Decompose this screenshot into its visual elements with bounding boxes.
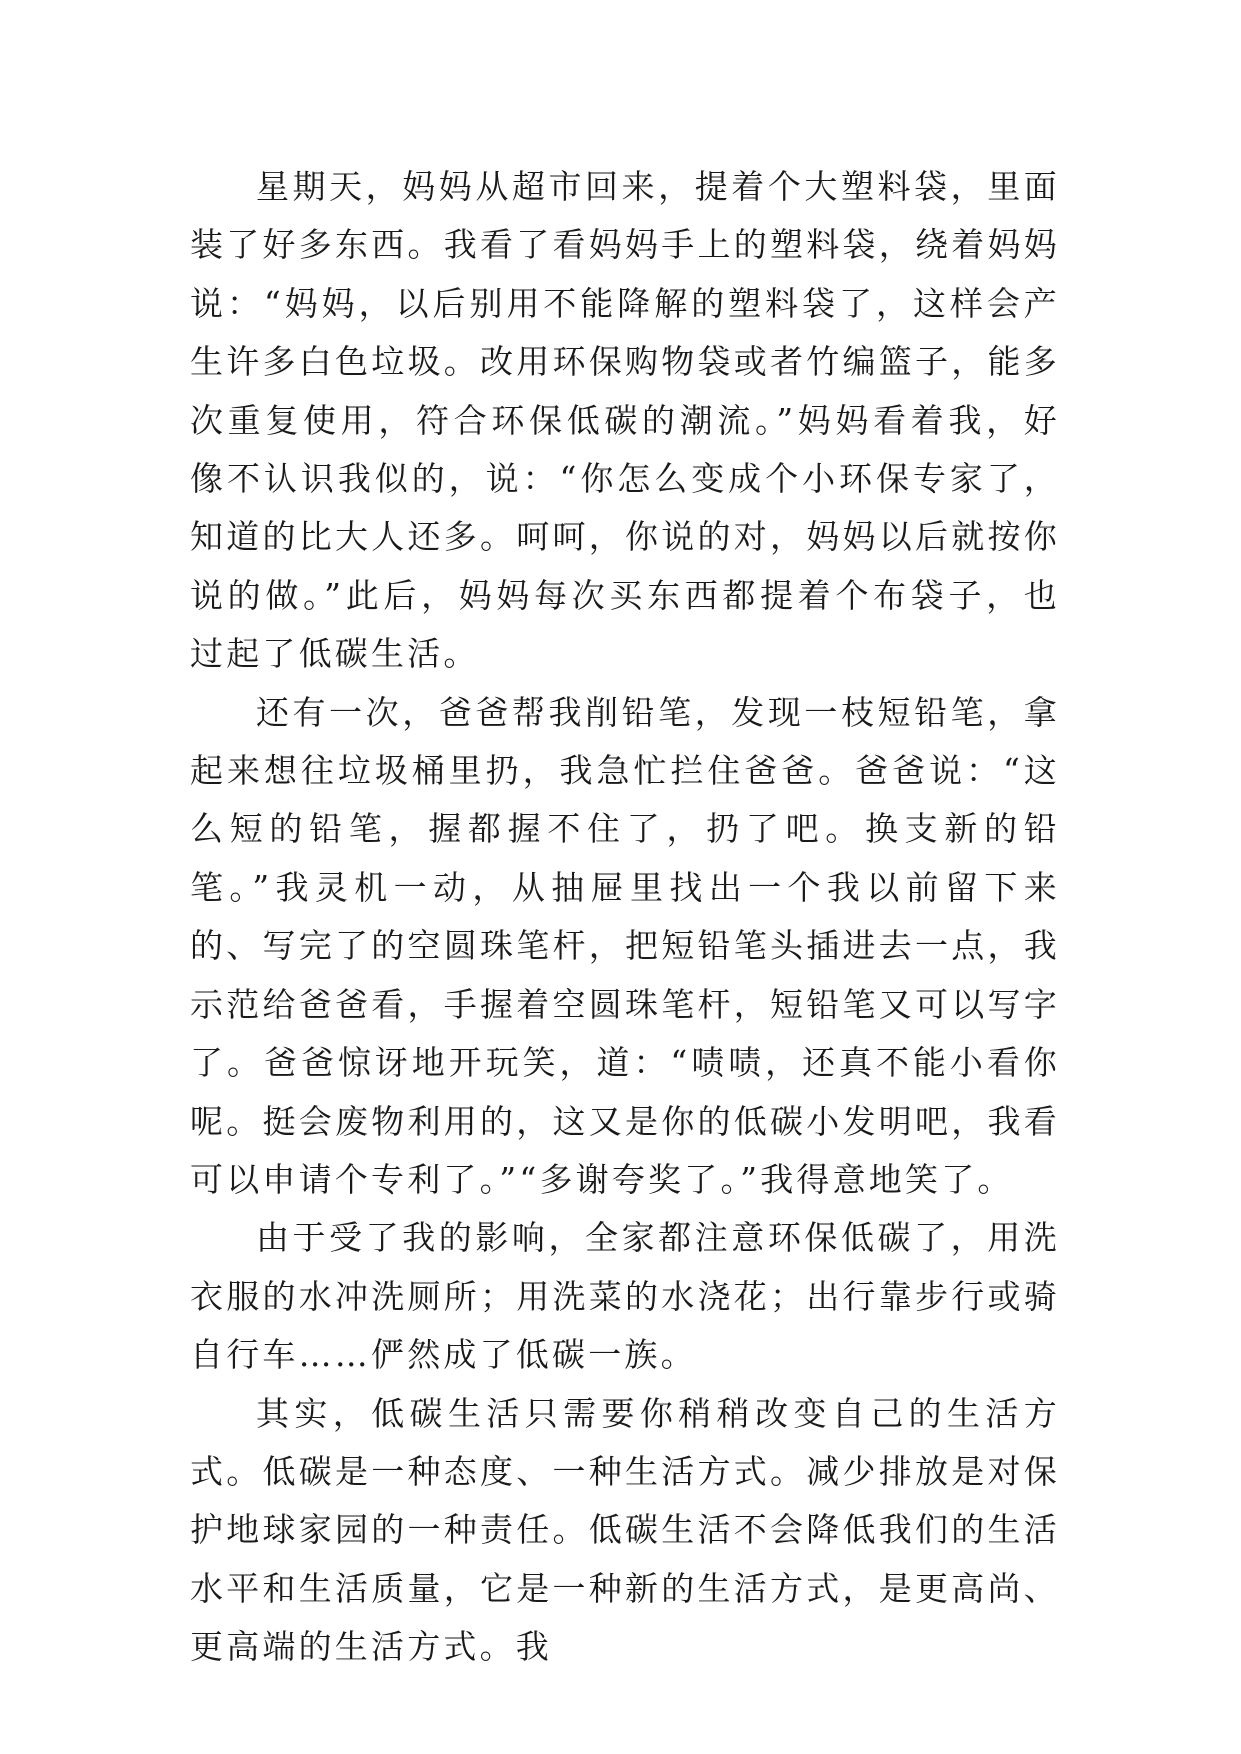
paragraph-short-pencil: 还有一次，爸爸帮我削铅笔，发现一枝短铅笔，拿起来想往垃圾桶里扔，我急忙拦住爸爸。爸爸说：“这么短的铅笔，握都握不住了，扔了吧。换支新的铅笔。”我灵机一动，从抽屉里找出一个我以前留下来的、写完了的空圆珠笔杆，把短铅笔头插进去一点，我示范给爸爸看，手握着空圆珠笔杆，短铅笔又可以写字了。爸爸惊讶地开玩笑，道：“啧啧，还真不能小看你呢。挺会废物利用的，这又是你的低碳小发明吧，我看可以申请个专利了。”“多谢夸奖了。”我得意地笑了。 [190, 692, 1060, 1199]
paragraph-shopping-bag: 星期天，妈妈从超市回来，提着个大塑料袋，里面装了好多东西。我看了看妈妈手上的塑料袋，绕着妈妈说：“妈妈，以后别用不能降解的塑料袋了，这样会产生许多白色垃圾。改用环保购物袋或者竹编篮子，能多次重复使用，符合环保低碳的潮流。”妈妈看着我，好像不认识我似的，说：“你怎么变成个小环保专家了，知道的比大人还多。呵呵，你说的对，妈妈以后就按你说的做。”此后，妈妈每次买东西都提着个布袋子，也过起了低碳生活。 [190, 167, 1060, 674]
body-text [190, 158, 1060, 1677]
paragraph-family-habits: 由于受了我的影响，全家都注意环保低碳了，用洗衣服的水冲洗厕所；用洗菜的水浇花；出行靠步行或骑自行车……俨然成了低碳一族。 [190, 1218, 1060, 1375]
paragraph-low-carbon-lifestyle: 其实，低碳生活只需要你稍稍改变自己的生活方式。低碳是一种态度、一种生活方式。减少排放是对保护地球家园的一种责任。低碳生活不会降低我们的生活水平和生活质量，它是一种新的生活方式，是更高尚、更高端的生活方式。我 [190, 1393, 1060, 1667]
